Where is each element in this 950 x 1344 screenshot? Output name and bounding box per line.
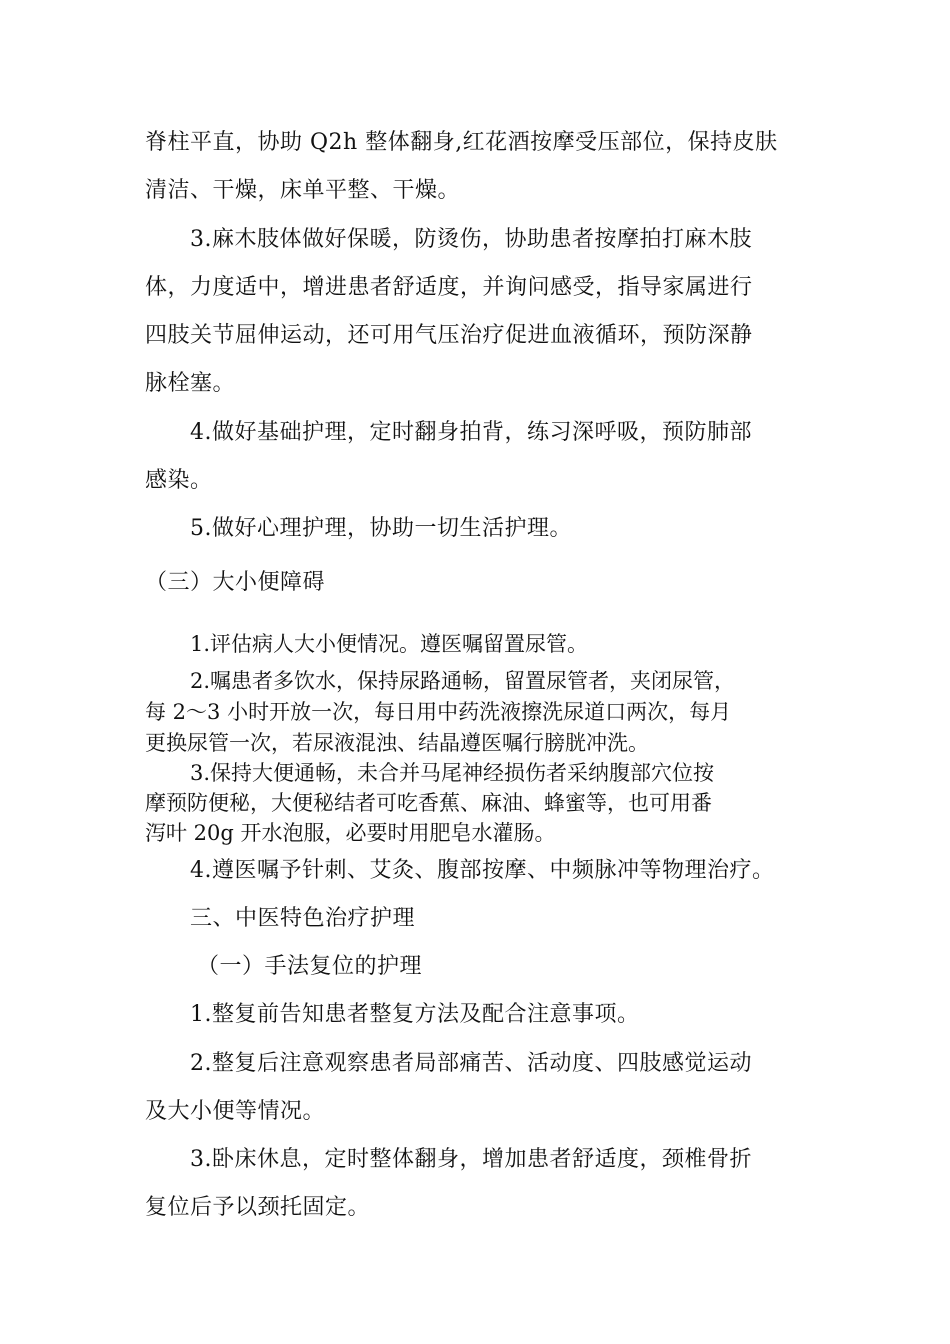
paragraph-line: 体，力度适中，增进患者舒适度，并询问感受，指导家属进行 [145, 275, 753, 300]
paragraph-line: 2.嘱患者多饮水，保持尿路通畅，留置尿管者，夹闭尿管， [190, 669, 736, 693]
paragraph-line: 4.遵医嘱予针刺、艾灸、腹部按摩、中频脉冲等物理治疗。 [190, 858, 775, 883]
paragraph-line: 2.整复后注意观察患者局部痛苦、活动度、四肢感觉运动 [190, 1051, 752, 1076]
paragraph-line: 四肢关节屈伸运动，还可用气压治疗促进血液循环，预防深静 [145, 323, 753, 348]
paragraph-line: 更换尿管一次，若尿液混浊、结晶遵医嘱行膀胱冲洗。 [145, 731, 649, 755]
paragraph-line: 3.保持大便通畅，未合并马尾神经损伤者采纳腹部穴位按 [190, 761, 715, 785]
paragraph-line: 3.卧床休息，定时整体翻身，增加患者舒适度，颈椎骨折 [190, 1147, 752, 1172]
paragraph-line: 脊柱平直，协助 Q2h 整体翻身,红花酒按摩受压部位，保持皮肤 [145, 130, 778, 155]
section-heading: （三）大小便障碍 [145, 570, 326, 595]
paragraph-line: 复位后予以颈托固定。 [145, 1195, 371, 1220]
paragraph-line: 感染。 [145, 468, 213, 493]
paragraph-line: 1.评估病人大小便情况。遵医嘱留置尿管。 [190, 632, 589, 656]
subsection-heading: （一）手法复位的护理 [197, 954, 423, 979]
paragraph-line: 摩预防便秘，大便秘结者可吃香蕉、麻油、蜂蜜等，也可用番 [145, 791, 712, 815]
paragraph-line: 脉栓塞。 [145, 371, 236, 396]
paragraph-line: 清洁、干燥，床单平整、干燥。 [145, 178, 461, 203]
paragraph-line: 每 2～3 小时开放一次，每日用中药洗液擦洗尿道口两次，每月 [145, 700, 732, 724]
paragraph-line: 5.做好心理护理，协助一切生活护理。 [190, 516, 572, 541]
paragraph-line: 4.做好基础护理，定时翻身拍背，练习深呼吸，预防肺部 [190, 420, 752, 445]
paragraph-line: 3.麻木肢体做好保暖，防烫伤，协助患者按摩拍打麻木肢 [190, 227, 752, 252]
paragraph-line: 泻叶 20g 开水泡服，必要时用肥皂水灌肠。 [145, 821, 556, 845]
section-heading: 三、中医特色治疗护理 [190, 906, 416, 931]
paragraph-line: 及大小便等情况。 [145, 1099, 326, 1124]
paragraph-line: 1.整复前告知患者整复方法及配合注意事项。 [190, 1002, 640, 1027]
